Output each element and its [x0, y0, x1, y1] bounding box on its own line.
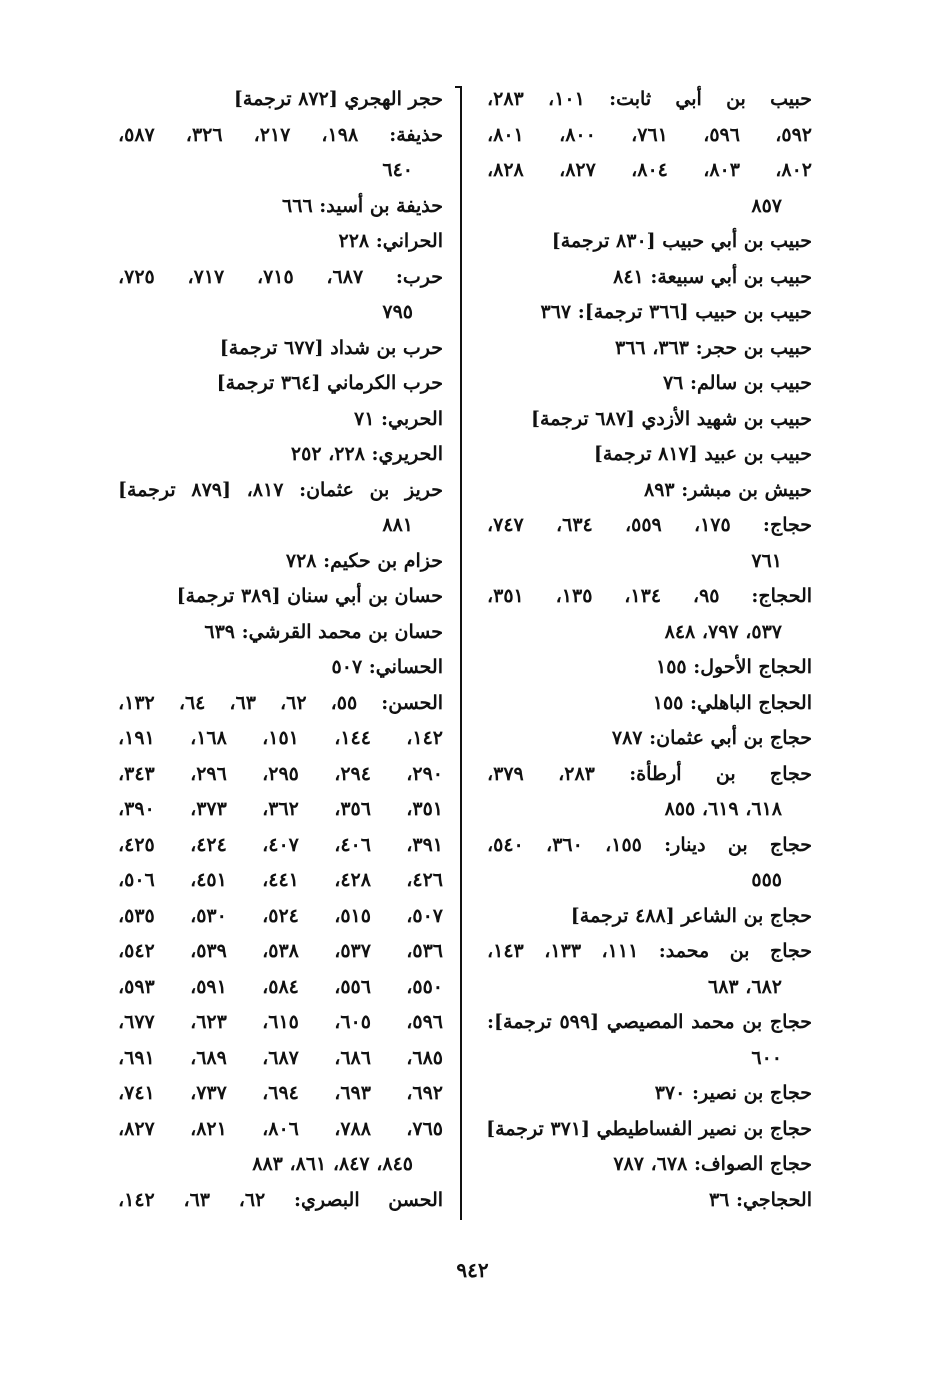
index-entry-line: حبيب بن شهيد الأزدي [٦٨٧ ترجمة] — [531, 407, 812, 430]
index-entry-line: حجاج بن الشاعر [٤٨٨ ترجمة] — [570, 904, 812, 927]
index-entry-line: حبيب بن حبيب [٣٦٦ ترجمة]: ٣٦٧ — [540, 301, 812, 323]
index-entry-line: حبيب بن أبي حبيب [٨٣٠ ترجمة] — [551, 230, 812, 252]
index-column-left — [118, 82, 443, 1218]
column-divider-tick — [455, 86, 462, 100]
index-entry-line: ٥٣٦، ٥٣٧، ٥٣٨، ٥٣٩، ٥٤٢، — [118, 940, 444, 962]
index-entry-line: الحريري: ٢٢٨، ٢٥٢ — [290, 443, 443, 465]
index-entry-line: حبيب بن أبي ثابت: ١٠١، ٢٨٣، — [487, 88, 812, 110]
index-entry-line: ٦٨٥، ٦٨٦، ٦٨٧، ٦٨٩، ٦٩١، — [118, 1046, 444, 1069]
index-entry-line: حبيب بن سالم: ٧٦ — [662, 372, 812, 394]
index-entry-line: ٦١٨، ٦١٩، ٨٥٥ — [664, 798, 782, 820]
index-entry-line: ٥٠٧، ٥١٥، ٥٢٤، ٥٣٠، ٥٣٥، — [118, 904, 444, 927]
index-entry-line: ٨٨١ — [382, 514, 413, 536]
index-entry-line: حبيب بن عبيد [٨١٧ ترجمة] — [593, 443, 812, 465]
index-entry-line: ٨٠٢، ٨٠٣، ٨٠٤، ٨٢٧، ٨٢٨، — [487, 159, 813, 181]
index-entry-line: حرب بن شداد [٦٧٧ ترجمة] — [219, 336, 443, 359]
index-entry-line: الحسن البصري: ٦٢، ٦٣، ١٤٢، — [118, 1188, 444, 1211]
page-number: ٩٤٢ — [456, 1258, 489, 1282]
index-entry-line: حسان بن محمد القرشي: ٦٣٩ — [204, 620, 443, 643]
index-entry-line: حبيب بن أبي سبيعة: ٨٤١ — [613, 265, 812, 288]
index-entry-line: ٢٩٠، ٢٩٤، ٢٩٥، ٢٩٦، ٣٤٣، — [118, 762, 444, 785]
index-entry-line: حزام بن حكيم: ٧٢٨ — [285, 549, 443, 572]
index-entry-line: حجاج بن محمد: ١١١، ١٣٣، ١٤٣، — [487, 940, 813, 962]
index-entry-line: حجاج بن محمد المصيصي [٥٩٩ ترجمة]: — [487, 1011, 812, 1033]
index-entry-line: حجاج بن نصير الفساطيطي [٣٧١ ترجمة] — [486, 1117, 812, 1140]
index-entry-line: ١٤٢، ١٤٤، ١٥١، ١٦٨، ١٩١، — [118, 727, 444, 749]
index-entry-line: ٥٣٧، ٧٩٧، ٨٤٨ — [664, 620, 782, 643]
index-entry-line: ٦٨٢، ٦٨٣ — [708, 975, 782, 998]
index-entry-line: ٧٦٥، ٧٨٨، ٨٠٦، ٨٢١، ٨٢٧، — [118, 1117, 444, 1140]
index-entry-line: ٣٩١، ٤٠٦، ٤٠٧، ٤٢٤، ٤٢٥، — [118, 833, 444, 856]
index-entry-line: حجاج بن أبي عثمان: ٧٨٧ — [611, 727, 812, 749]
index-entry-line: ٥٩٢، ٥٩٦، ٧٦١، ٨٠٠، ٨٠١، — [487, 123, 813, 146]
index-entry-line: حجر الهجري [٨٧٢ ترجمة] — [233, 88, 443, 110]
index-entry-line: حجاج: ١٧٥، ٥٥٩، ٦٣٤، ٧٤٧، — [487, 514, 813, 536]
index-entry-line: حريز بن عثمان: ٨١٧، [٨٧٩ ترجمة] — [118, 478, 443, 501]
index-entry-line: ٥٥٠، ٥٥٦، ٥٨٤، ٥٩١، ٥٩٣، — [118, 975, 444, 998]
index-entry-line: ٤٢٦، ٤٢٨، ٤٤١، ٤٥١، ٥٠٦، — [118, 869, 444, 891]
index-entry-line: ٥٥٥ — [751, 869, 782, 891]
index-entry-line: الحجاج الأحول: ١٥٥ — [656, 656, 812, 678]
index-entry-line: ٧٦١ — [751, 549, 782, 572]
index-entry-line: حجاج الصواف: ٦٧٨، ٧٨٧ — [613, 1153, 812, 1175]
index-entry-line: حسان بن أبي سنان [٣٨٩ ترجمة] — [176, 585, 443, 607]
index-entry-line: حرب: ٦٨٧، ٧١٥، ٧١٧، ٧٢٥، — [118, 265, 444, 288]
index-entry-line: حبيش بن مبشر: ٨٩٣ — [643, 478, 812, 501]
index-column-right — [487, 82, 812, 1218]
index-entry-line: حجاج بن دينار: ١٥٥، ٣٦٠، ٥٤٠، — [487, 833, 812, 856]
index-entry-line: حذيفة: ١٩٨، ٢١٧، ٣٢٦، ٥٨٧، — [118, 123, 444, 146]
index-entry-line: ٣٥١، ٣٥٦، ٣٦٢، ٣٧٣، ٣٩٠، — [118, 798, 444, 820]
index-entry-line: حرب الكرماني [٣٦٤ ترجمة] — [216, 372, 443, 394]
index-entry-line: الحساني: ٥٠٧ — [331, 656, 443, 678]
index-entry-line: الحجاج: ٩٥، ١٣٤، ١٣٥، ٣٥١، — [487, 585, 813, 607]
index-entry-line: ٨٤٥، ٨٤٧، ٨٦١، ٨٨٣ — [252, 1153, 413, 1175]
index-entry-line: الحجاجي: ٣٦ — [708, 1188, 812, 1211]
index-entry-line: حبيب بن حجر: ٣٦٣، ٣٦٦ — [615, 336, 812, 359]
index-entry-line: ٦٩٢، ٦٩٣، ٦٩٤، ٧٣٧، ٧٤١، — [118, 1082, 444, 1104]
index-entry-line: ٦٤٠ — [382, 159, 413, 181]
index-entry-line: ٨٥٧ — [751, 194, 782, 217]
column-divider — [460, 86, 462, 1220]
index-entry-line: حذيفة بن أسيد: ٦٦٦ — [282, 194, 443, 217]
index-entry-line: الحسن: ٥٥، ٦٢، ٦٣، ٦٤، ١٣٢، — [118, 691, 444, 714]
index-entry-line: ٦٠٠ — [751, 1046, 782, 1069]
index-entry-line: حجاج بن أرطأة: ٢٨٣، ٣٧٩، — [487, 762, 812, 785]
index-entry-line: ٥٩٦، ٦٠٥، ٦١٥، ٦٢٣، ٦٧٧، — [118, 1011, 444, 1033]
index-entry-line: الحجاج الباهلي: ١٥٥ — [652, 691, 812, 714]
index-entry-line: الحراني: ٢٢٨ — [338, 230, 443, 252]
index-entry-line: ٧٩٥ — [382, 301, 413, 323]
index-entry-line: الحربي: ٧١ — [354, 407, 443, 430]
index-entry-line: حجاج بن نصير: ٣٧٠ — [654, 1082, 812, 1104]
